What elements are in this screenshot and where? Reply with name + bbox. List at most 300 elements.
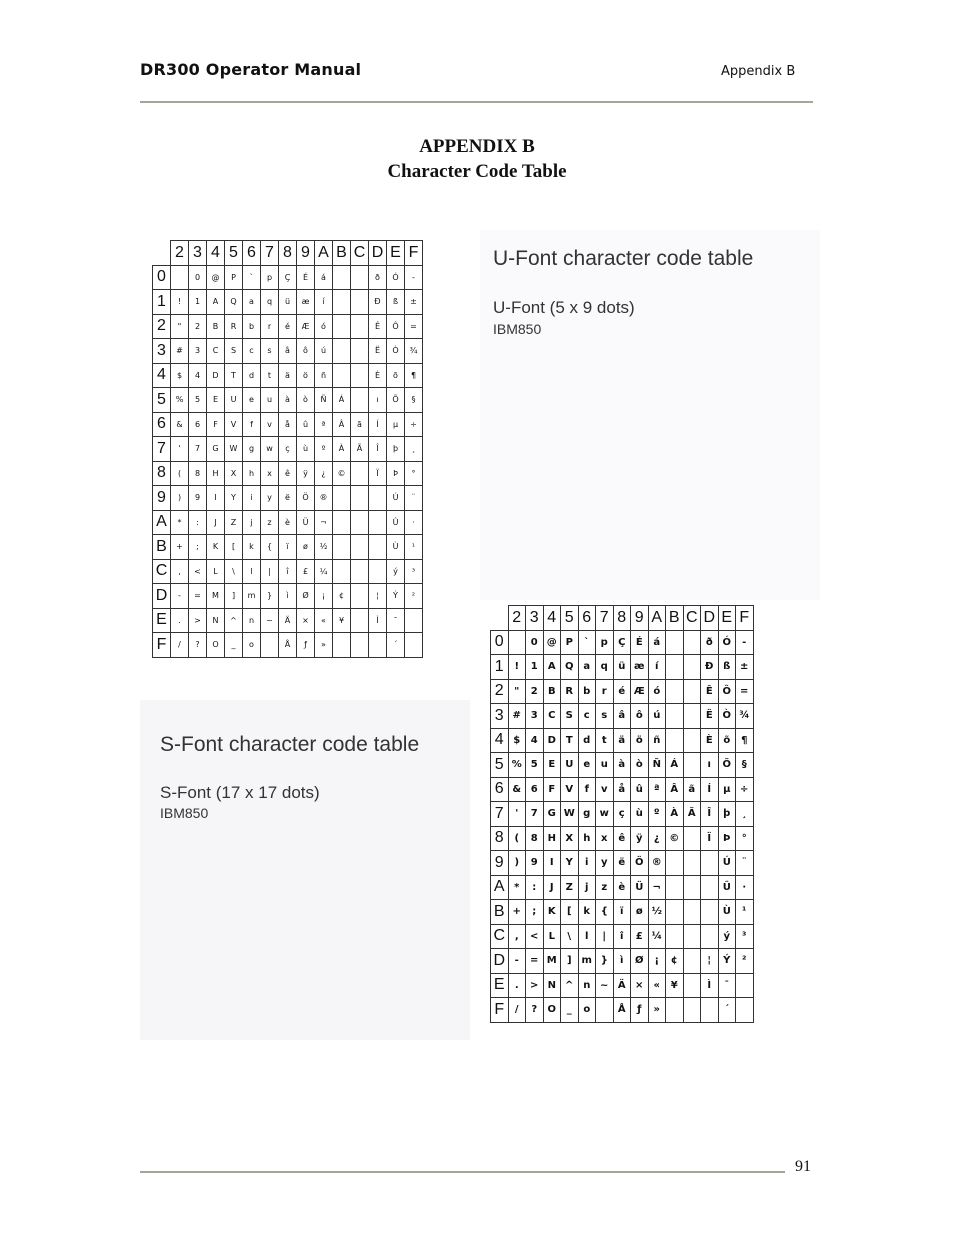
code-cell: / bbox=[508, 998, 526, 1023]
code-cell: P bbox=[225, 265, 243, 290]
code-cell: h bbox=[578, 826, 596, 851]
column-header: 6 bbox=[578, 606, 596, 631]
code-cell bbox=[701, 851, 719, 876]
code-cell: ´ bbox=[387, 633, 405, 658]
code-cell: i bbox=[243, 486, 261, 511]
code-cell: i bbox=[578, 851, 596, 876]
code-cell: r bbox=[261, 314, 279, 339]
code-cell: P bbox=[561, 630, 579, 655]
row-header: 1 bbox=[153, 290, 171, 315]
table-row bbox=[491, 949, 754, 974]
code-cell: ® bbox=[648, 851, 666, 876]
code-cell: ° bbox=[736, 826, 754, 851]
code-cell: ó bbox=[315, 314, 333, 339]
code-cell: ² bbox=[736, 949, 754, 974]
code-cell: c bbox=[578, 704, 596, 729]
column-header: A bbox=[315, 241, 333, 266]
code-cell: q bbox=[596, 655, 614, 680]
code-cell: = bbox=[526, 949, 544, 974]
code-cell bbox=[333, 314, 351, 339]
code-cell: % bbox=[508, 753, 526, 778]
code-cell: Q bbox=[225, 290, 243, 315]
code-cell: s bbox=[596, 704, 614, 729]
code-cell: ö bbox=[631, 728, 649, 753]
code-cell: è bbox=[279, 510, 297, 535]
code-cell: { bbox=[596, 900, 614, 925]
code-cell: f bbox=[578, 777, 596, 802]
code-cell: ] bbox=[561, 949, 579, 974]
code-cell bbox=[666, 728, 684, 753]
code-cell: ( bbox=[171, 461, 189, 486]
code-cell bbox=[666, 924, 684, 949]
code-cell: Z bbox=[561, 875, 579, 900]
table-row bbox=[153, 265, 423, 290]
header-row bbox=[153, 241, 423, 266]
table-row bbox=[491, 875, 754, 900]
code-cell: ) bbox=[171, 486, 189, 511]
code-cell: ^ bbox=[225, 608, 243, 633]
code-cell: ± bbox=[405, 290, 423, 315]
column-header: 7 bbox=[596, 606, 614, 631]
code-cell bbox=[683, 851, 701, 876]
code-cell: ú bbox=[315, 339, 333, 364]
code-cell: § bbox=[405, 388, 423, 413]
code-cell: | bbox=[261, 559, 279, 584]
code-cell: ) bbox=[508, 851, 526, 876]
code-cell: 6 bbox=[526, 777, 544, 802]
code-cell: 1 bbox=[526, 655, 544, 680]
code-cell: + bbox=[171, 535, 189, 560]
table-row bbox=[153, 290, 423, 315]
code-cell: ÿ bbox=[631, 826, 649, 851]
code-cell: ü bbox=[279, 290, 297, 315]
row-header: 5 bbox=[153, 388, 171, 413]
code-cell: Ú bbox=[718, 851, 736, 876]
code-cell: W bbox=[225, 437, 243, 462]
code-cell: h bbox=[243, 461, 261, 486]
row-header: C bbox=[153, 559, 171, 584]
table-row bbox=[491, 973, 754, 998]
code-cell: º bbox=[315, 437, 333, 462]
table-row bbox=[153, 535, 423, 560]
code-cell: ! bbox=[508, 655, 526, 680]
code-cell: Ð bbox=[369, 290, 387, 315]
manual-title: DR300 Operator Manual bbox=[140, 60, 362, 79]
code-cell: g bbox=[243, 437, 261, 462]
code-cell: G bbox=[543, 802, 561, 827]
code-cell: = bbox=[189, 584, 207, 609]
code-cell: T bbox=[561, 728, 579, 753]
code-cell: 0 bbox=[189, 265, 207, 290]
code-cell: ß bbox=[718, 655, 736, 680]
row-header: 3 bbox=[153, 339, 171, 364]
code-cell: £ bbox=[297, 559, 315, 584]
table-row bbox=[491, 630, 754, 655]
code-cell: ä bbox=[279, 363, 297, 388]
code-cell: O bbox=[207, 633, 225, 658]
ufont-caption-sub: U-Font (5 x 9 dots) bbox=[493, 298, 635, 317]
code-cell: ^ bbox=[561, 973, 579, 998]
code-cell: - bbox=[508, 949, 526, 974]
column-header: 8 bbox=[613, 606, 631, 631]
code-cell bbox=[333, 265, 351, 290]
code-cell: ? bbox=[189, 633, 207, 658]
code-cell: F bbox=[543, 777, 561, 802]
column-header: B bbox=[333, 241, 351, 266]
code-cell: Á bbox=[666, 753, 684, 778]
code-cell: E bbox=[543, 753, 561, 778]
row-header: E bbox=[153, 608, 171, 633]
code-cell: Ü bbox=[297, 510, 315, 535]
code-cell: 4 bbox=[526, 728, 544, 753]
code-cell: 8 bbox=[189, 461, 207, 486]
code-cell: > bbox=[189, 608, 207, 633]
row-header: E bbox=[491, 973, 509, 998]
code-cell bbox=[351, 486, 369, 511]
code-cell: ² bbox=[405, 584, 423, 609]
code-cell: N bbox=[543, 973, 561, 998]
code-cell bbox=[666, 998, 684, 1023]
code-cell: Â bbox=[666, 777, 684, 802]
code-cell: ô bbox=[631, 704, 649, 729]
code-cell bbox=[596, 998, 614, 1023]
code-cell bbox=[351, 314, 369, 339]
code-cell: * bbox=[508, 875, 526, 900]
code-cell bbox=[369, 559, 387, 584]
code-cell: y bbox=[596, 851, 614, 876]
code-cell: = bbox=[405, 314, 423, 339]
code-cell: Ã bbox=[683, 802, 701, 827]
code-cell: ¬ bbox=[315, 510, 333, 535]
code-cell: X bbox=[225, 461, 243, 486]
code-cell: ã bbox=[683, 777, 701, 802]
code-cell: ¢ bbox=[333, 584, 351, 609]
code-cell: ö bbox=[297, 363, 315, 388]
code-cell: k bbox=[243, 535, 261, 560]
code-cell: Õ bbox=[718, 753, 736, 778]
code-cell: 2 bbox=[189, 314, 207, 339]
code-cell: Ý bbox=[718, 949, 736, 974]
code-cell: Ç bbox=[279, 265, 297, 290]
code-cell: ® bbox=[315, 486, 333, 511]
code-cell: Þ bbox=[387, 461, 405, 486]
code-cell: T bbox=[225, 363, 243, 388]
code-cell: ½ bbox=[648, 900, 666, 925]
code-cell: Ê bbox=[701, 679, 719, 704]
column-header: E bbox=[387, 241, 405, 266]
code-cell: ç bbox=[613, 802, 631, 827]
code-cell bbox=[666, 630, 684, 655]
code-cell: | bbox=[596, 924, 614, 949]
code-cell: 9 bbox=[189, 486, 207, 511]
code-cell: ù bbox=[631, 802, 649, 827]
code-cell: 1 bbox=[189, 290, 207, 315]
table-row bbox=[491, 753, 754, 778]
code-cell: l bbox=[578, 924, 596, 949]
table-row bbox=[153, 388, 423, 413]
code-cell: ð bbox=[369, 265, 387, 290]
code-cell: ¢ bbox=[666, 949, 684, 974]
code-cell bbox=[333, 339, 351, 364]
code-cell: > bbox=[526, 973, 544, 998]
code-cell: m bbox=[578, 949, 596, 974]
code-cell: Ì bbox=[701, 973, 719, 998]
code-cell: Ö bbox=[631, 851, 649, 876]
code-cell: Û bbox=[718, 875, 736, 900]
code-cell: ' bbox=[171, 437, 189, 462]
code-cell: / bbox=[171, 633, 189, 658]
code-cell: ú bbox=[648, 704, 666, 729]
row-header: A bbox=[491, 875, 509, 900]
table-row bbox=[491, 802, 754, 827]
code-cell: K bbox=[543, 900, 561, 925]
code-cell bbox=[666, 875, 684, 900]
code-cell: Ó bbox=[387, 265, 405, 290]
table-row bbox=[153, 608, 423, 633]
code-cell: · bbox=[736, 875, 754, 900]
column-header: 7 bbox=[261, 241, 279, 266]
code-cell: ñ bbox=[315, 363, 333, 388]
code-cell: » bbox=[648, 998, 666, 1023]
code-cell bbox=[261, 633, 279, 658]
column-header: C bbox=[683, 606, 701, 631]
code-cell: n bbox=[578, 973, 596, 998]
code-cell: Í bbox=[369, 412, 387, 437]
code-cell: © bbox=[666, 826, 684, 851]
code-cell: g bbox=[578, 802, 596, 827]
code-cell: } bbox=[261, 584, 279, 609]
code-cell bbox=[171, 265, 189, 290]
code-cell: B bbox=[207, 314, 225, 339]
code-cell: ï bbox=[279, 535, 297, 560]
code-cell: à bbox=[613, 753, 631, 778]
code-cell bbox=[683, 630, 701, 655]
row-header: 9 bbox=[491, 851, 509, 876]
code-cell bbox=[405, 608, 423, 633]
code-cell: f bbox=[243, 412, 261, 437]
code-cell: ½ bbox=[315, 535, 333, 560]
column-header: 3 bbox=[189, 241, 207, 266]
code-cell: @ bbox=[543, 630, 561, 655]
code-cell: $ bbox=[171, 363, 189, 388]
code-cell: W bbox=[561, 802, 579, 827]
code-cell: , bbox=[171, 559, 189, 584]
code-cell: ƒ bbox=[297, 633, 315, 658]
table-row bbox=[491, 851, 754, 876]
code-cell: Ë bbox=[701, 704, 719, 729]
code-cell bbox=[351, 584, 369, 609]
code-cell: ! bbox=[171, 290, 189, 315]
code-cell: ý bbox=[387, 559, 405, 584]
code-cell: ] bbox=[225, 584, 243, 609]
table-row bbox=[491, 655, 754, 680]
code-cell: ô bbox=[297, 339, 315, 364]
code-cell: k bbox=[578, 900, 596, 925]
code-cell: ¡ bbox=[648, 949, 666, 974]
code-cell: · bbox=[405, 510, 423, 535]
code-cell: Ú bbox=[387, 486, 405, 511]
code-cell: 7 bbox=[526, 802, 544, 827]
code-cell: A bbox=[543, 655, 561, 680]
code-cell: ¹ bbox=[736, 900, 754, 925]
code-cell: ¼ bbox=[315, 559, 333, 584]
code-cell: 6 bbox=[189, 412, 207, 437]
code-cell: ı bbox=[369, 388, 387, 413]
code-cell: ü bbox=[613, 655, 631, 680]
code-cell: Ø bbox=[297, 584, 315, 609]
row-header: F bbox=[491, 998, 509, 1023]
code-cell: õ bbox=[718, 728, 736, 753]
code-cell: Ñ bbox=[648, 753, 666, 778]
code-cell: Z bbox=[225, 510, 243, 535]
code-cell: . bbox=[171, 608, 189, 633]
code-cell: V bbox=[561, 777, 579, 802]
code-cell: û bbox=[631, 777, 649, 802]
code-cell: w bbox=[261, 437, 279, 462]
code-cell bbox=[351, 559, 369, 584]
code-cell: Õ bbox=[387, 388, 405, 413]
code-cell: ÷ bbox=[405, 412, 423, 437]
code-cell: u bbox=[261, 388, 279, 413]
code-cell: ¨ bbox=[736, 851, 754, 876]
code-cell: Ü bbox=[631, 875, 649, 900]
code-cell: Û bbox=[387, 510, 405, 535]
code-cell: z bbox=[261, 510, 279, 535]
appendix-title: APPENDIX B bbox=[419, 136, 535, 157]
code-cell bbox=[683, 900, 701, 925]
code-cell: ø bbox=[631, 900, 649, 925]
code-cell: â bbox=[613, 704, 631, 729]
code-cell bbox=[508, 630, 526, 655]
code-cell: L bbox=[207, 559, 225, 584]
code-cell: è bbox=[613, 875, 631, 900]
row-header: B bbox=[153, 535, 171, 560]
code-cell bbox=[736, 998, 754, 1023]
code-cell: Ô bbox=[718, 679, 736, 704]
code-cell bbox=[683, 655, 701, 680]
code-cell bbox=[701, 900, 719, 925]
code-cell: Æ bbox=[631, 679, 649, 704]
row-header: F bbox=[153, 633, 171, 658]
code-cell: M bbox=[543, 949, 561, 974]
column-header: 4 bbox=[543, 606, 561, 631]
code-cell bbox=[351, 633, 369, 658]
column-header: 3 bbox=[526, 606, 544, 631]
code-cell: Ù bbox=[387, 535, 405, 560]
code-cell: Ï bbox=[369, 461, 387, 486]
code-cell: Þ bbox=[718, 826, 736, 851]
code-cell bbox=[666, 679, 684, 704]
code-cell bbox=[333, 290, 351, 315]
code-cell: : bbox=[526, 875, 544, 900]
row-header: 0 bbox=[153, 265, 171, 290]
code-cell: x bbox=[261, 461, 279, 486]
column-header: D bbox=[701, 606, 719, 631]
code-cell: 2 bbox=[526, 679, 544, 704]
table-row bbox=[491, 924, 754, 949]
code-cell: þ bbox=[387, 437, 405, 462]
code-cell: [ bbox=[225, 535, 243, 560]
code-cell: ; bbox=[189, 535, 207, 560]
code-cell: { bbox=[261, 535, 279, 560]
table-row bbox=[153, 339, 423, 364]
code-cell: æ bbox=[297, 290, 315, 315]
code-cell: ÿ bbox=[297, 461, 315, 486]
code-cell: Ø bbox=[631, 949, 649, 974]
code-cell bbox=[351, 388, 369, 413]
code-cell bbox=[369, 633, 387, 658]
code-cell: j bbox=[243, 510, 261, 535]
table-row bbox=[153, 461, 423, 486]
code-cell: « bbox=[648, 973, 666, 998]
code-cell: ¯ bbox=[387, 608, 405, 633]
table-row bbox=[491, 679, 754, 704]
code-cell: 5 bbox=[189, 388, 207, 413]
code-cell: S bbox=[561, 704, 579, 729]
code-cell: Ç bbox=[613, 630, 631, 655]
code-cell: 3 bbox=[526, 704, 544, 729]
code-cell: ó bbox=[648, 679, 666, 704]
table-row bbox=[153, 363, 423, 388]
code-cell: R bbox=[561, 679, 579, 704]
sfont-code-table bbox=[490, 605, 754, 1023]
code-cell: ¥ bbox=[333, 608, 351, 633]
code-cell: µ bbox=[387, 412, 405, 437]
code-cell: ä bbox=[613, 728, 631, 753]
code-cell bbox=[405, 633, 423, 658]
code-cell: ¾ bbox=[405, 339, 423, 364]
code-cell: \ bbox=[561, 924, 579, 949]
code-cell: ¼ bbox=[648, 924, 666, 949]
code-cell bbox=[666, 851, 684, 876]
code-cell: ³ bbox=[736, 924, 754, 949]
code-cell bbox=[683, 728, 701, 753]
code-cell: § bbox=[736, 753, 754, 778]
column-header: B bbox=[666, 606, 684, 631]
code-cell: s bbox=[261, 339, 279, 364]
code-cell: + bbox=[508, 900, 526, 925]
code-cell: G bbox=[207, 437, 225, 462]
row-header: B bbox=[491, 900, 509, 925]
column-header: A bbox=[648, 606, 666, 631]
code-cell: 7 bbox=[189, 437, 207, 462]
code-cell bbox=[351, 535, 369, 560]
code-cell: ÷ bbox=[736, 777, 754, 802]
row-header: C bbox=[491, 924, 509, 949]
row-header: 8 bbox=[153, 461, 171, 486]
code-cell: % bbox=[171, 388, 189, 413]
column-header: F bbox=[736, 606, 754, 631]
code-cell: I bbox=[543, 851, 561, 876]
code-cell bbox=[683, 679, 701, 704]
ufont-caption-title: U-Font character code table bbox=[493, 247, 754, 270]
code-cell: È bbox=[369, 363, 387, 388]
row-header: 9 bbox=[153, 486, 171, 511]
table-row bbox=[153, 437, 423, 462]
table-row bbox=[491, 826, 754, 851]
code-cell: ± bbox=[736, 655, 754, 680]
code-cell bbox=[683, 753, 701, 778]
code-cell: \ bbox=[225, 559, 243, 584]
row-header: 6 bbox=[491, 777, 509, 802]
code-cell: V bbox=[225, 412, 243, 437]
code-cell: × bbox=[297, 608, 315, 633]
code-cell: û bbox=[297, 412, 315, 437]
table-row bbox=[153, 510, 423, 535]
code-cell bbox=[333, 486, 351, 511]
code-cell: 8 bbox=[526, 826, 544, 851]
table-row bbox=[491, 728, 754, 753]
